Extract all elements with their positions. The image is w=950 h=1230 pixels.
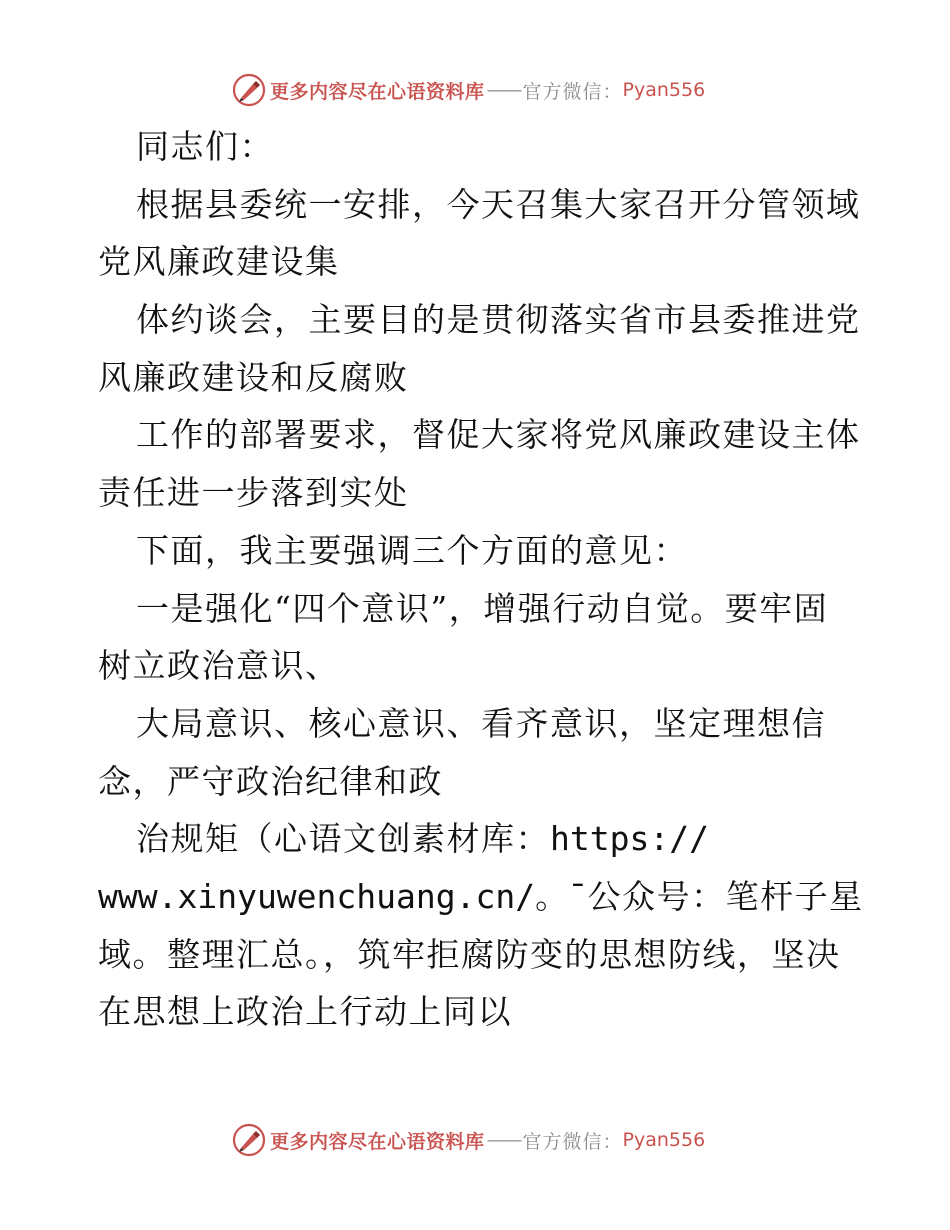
text-line: 树立政治意识、 [98, 646, 340, 686]
banner-main-text: 更多内容尽在心语资料库 [270, 1130, 485, 1153]
text-line: 一是强化“四个意识”，增强行动自觉。要牢固 [136, 588, 829, 628]
text-line: 大局意识、核心意识、看齐意识，坚定理想信 [136, 703, 826, 743]
banner-wechat-id: Pyan556 [622, 1129, 706, 1151]
banner-wechat-id: Pyan556 [622, 79, 706, 101]
header-banner [232, 70, 712, 110]
banner-main-text: 更多内容尽在心语资料库 [270, 80, 485, 103]
banner-wechat-label: 官方微信： [522, 1130, 623, 1153]
text-line: 工作的部署要求，督促大家将党风廉政建设主体 [136, 415, 861, 455]
footer-banner [232, 1120, 712, 1160]
text-line: 责任进一步落到实处 [98, 473, 409, 513]
text-line: 党风廉政建设集 [98, 242, 340, 282]
pen-logo-icon [232, 73, 266, 107]
text-line: www.xinyuwenchuang.cn/。¯公众号：笔杆子星 [98, 876, 864, 916]
text-line: 下面，我主要强调三个方面的意见： [136, 530, 688, 570]
text-line: 念，严守政治纪律和政 [98, 761, 443, 801]
text-line: 治规矩（心语文创素材库：https:// [136, 819, 709, 859]
banner-dash: —— [486, 79, 521, 101]
text-line: 域。整理汇总。，筑牢拒腐防变的思想防线，坚决 [98, 934, 841, 974]
text-line: 体约谈会，主要目的是贯彻落实省市县委推进党 [136, 300, 861, 340]
pen-logo-icon [232, 1123, 266, 1157]
text-line: 根据县委统一安排，今天召集大家召开分管领域 [136, 184, 861, 224]
banner-wechat-label: 官方微信： [522, 80, 623, 103]
banner-dash: —— [486, 1129, 521, 1151]
text-line: 同志们： [136, 127, 274, 166]
document-body [98, 118, 864, 1041]
text-line: 风廉政建设和反腐败 [98, 357, 409, 397]
text-line: 在思想上政治上行动上同以 [98, 992, 512, 1032]
